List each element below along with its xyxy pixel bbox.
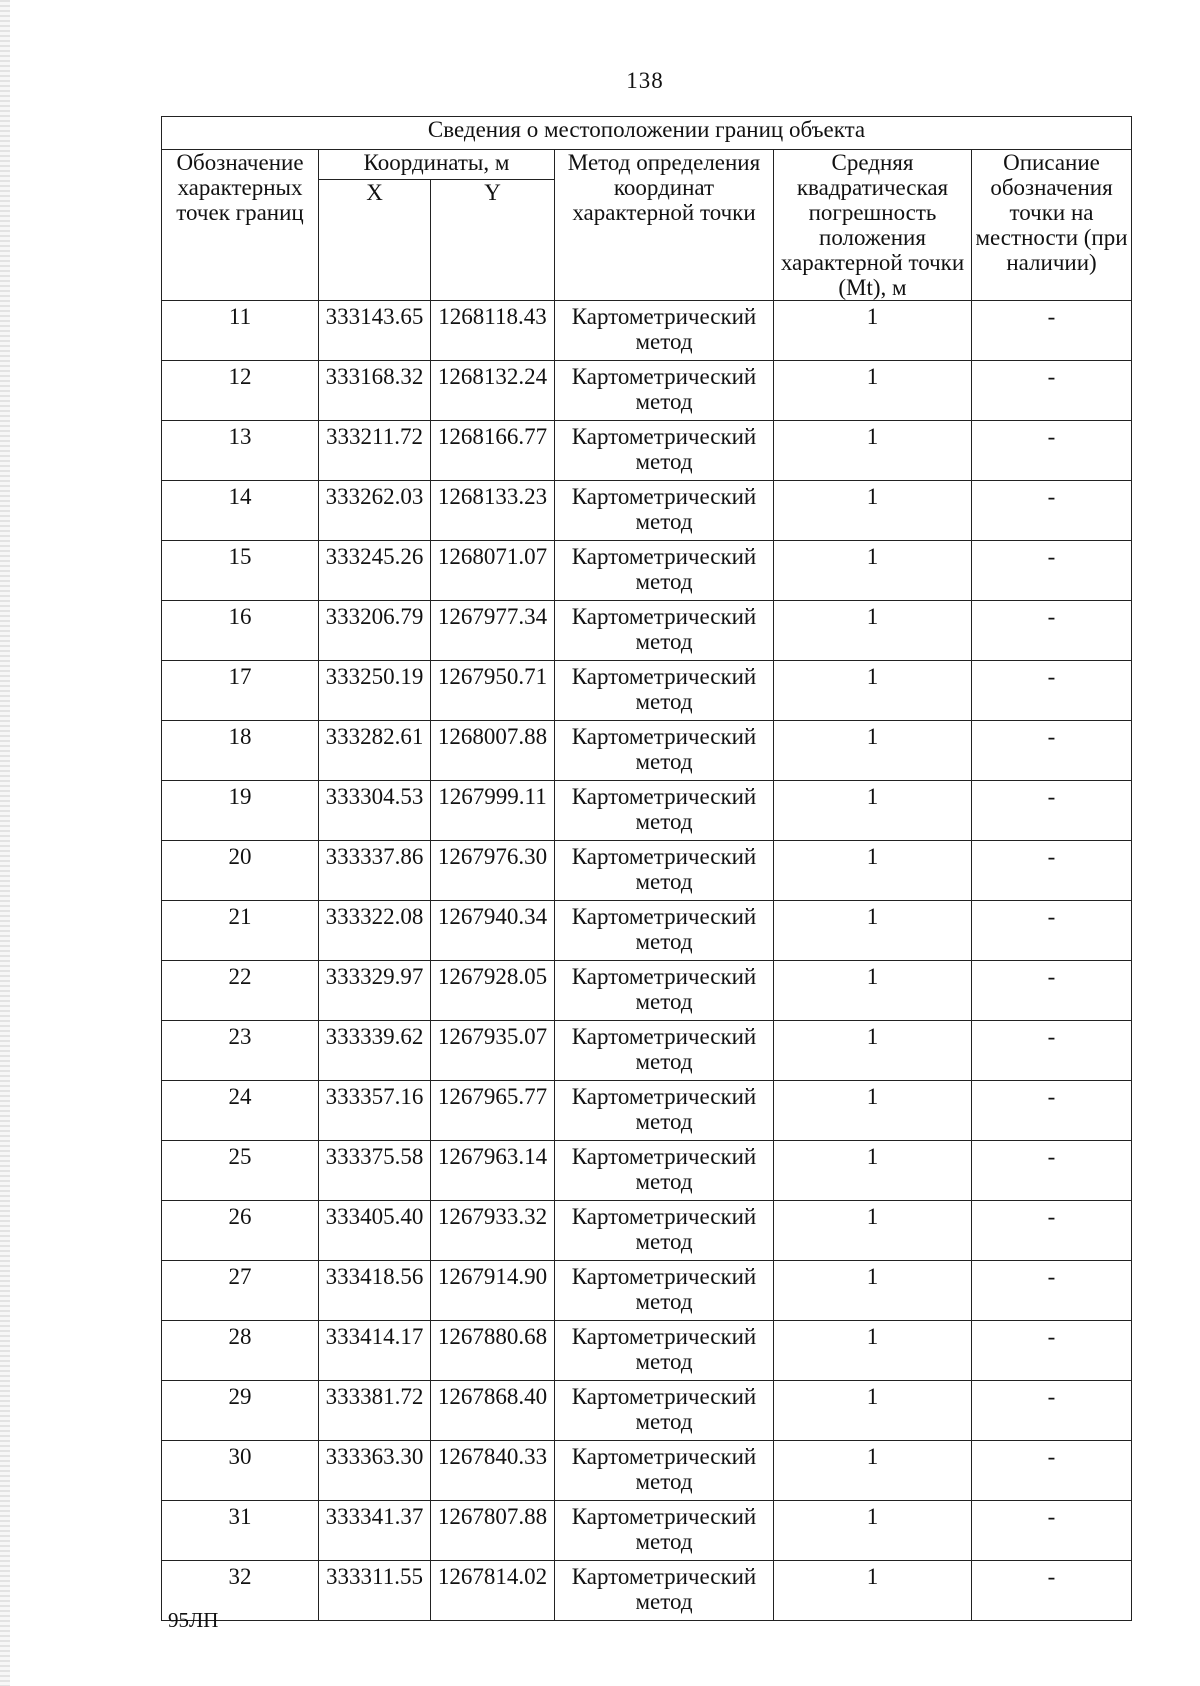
description-cell: - — [972, 1141, 1132, 1201]
method-cell: Картометрический метод — [555, 781, 774, 841]
table-row — [162, 361, 1132, 421]
coord-y-cell: 1267977.34 — [431, 601, 555, 661]
description-cell: - — [972, 781, 1132, 841]
header-x: X — [319, 180, 431, 301]
table-row — [162, 841, 1132, 901]
table-row — [162, 421, 1132, 481]
coord-x-cell: 333245.26 — [319, 541, 431, 601]
coord-x-cell: 333322.08 — [319, 901, 431, 961]
table-row — [162, 901, 1132, 961]
footer-code: 95ЛП — [168, 1608, 219, 1632]
point-id-cell: 13 — [162, 421, 319, 481]
table-row — [162, 1561, 1132, 1621]
error-cell: 1 — [774, 1081, 972, 1141]
description-cell: - — [972, 1441, 1132, 1501]
table-row — [162, 661, 1132, 721]
coord-y-cell: 1267928.05 — [431, 961, 555, 1021]
table-row — [162, 721, 1132, 781]
description-cell: - — [972, 661, 1132, 721]
coord-x-cell: 333418.56 — [319, 1261, 431, 1321]
description-cell: - — [972, 361, 1132, 421]
point-id-cell: 28 — [162, 1321, 319, 1381]
description-cell: - — [972, 1501, 1132, 1561]
coord-x-cell: 333211.72 — [319, 421, 431, 481]
description-cell: - — [972, 301, 1132, 361]
method-cell: Картометрический метод — [555, 1441, 774, 1501]
method-cell: Картометрический метод — [555, 841, 774, 901]
coord-y-cell: 1267999.11 — [431, 781, 555, 841]
coord-y-cell: 1267933.32 — [431, 1201, 555, 1261]
point-id-cell: 23 — [162, 1021, 319, 1081]
table-row — [162, 1141, 1132, 1201]
coord-x-cell: 333339.62 — [319, 1021, 431, 1081]
description-cell: - — [972, 1081, 1132, 1141]
table-row — [162, 961, 1132, 1021]
coord-x-cell: 333329.97 — [319, 961, 431, 1021]
coord-x-cell: 333341.37 — [319, 1501, 431, 1561]
description-cell: - — [972, 1321, 1132, 1381]
point-id-cell: 14 — [162, 481, 319, 541]
error-cell: 1 — [774, 721, 972, 781]
point-id-cell: 19 — [162, 781, 319, 841]
error-cell: 1 — [774, 781, 972, 841]
coord-y-cell: 1268071.07 — [431, 541, 555, 601]
point-id-cell: 24 — [162, 1081, 319, 1141]
table-row — [162, 481, 1132, 541]
coord-y-cell: 1267868.40 — [431, 1381, 555, 1441]
point-id-cell: 12 — [162, 361, 319, 421]
header-y: Y — [431, 180, 555, 301]
method-cell: Картометрический метод — [555, 721, 774, 781]
coord-y-cell: 1268133.23 — [431, 481, 555, 541]
description-cell: - — [972, 1561, 1132, 1621]
table-row — [162, 1201, 1132, 1261]
point-id-cell: 20 — [162, 841, 319, 901]
error-cell: 1 — [774, 1201, 972, 1261]
coord-x-cell: 333311.55 — [319, 1561, 431, 1621]
error-cell: 1 — [774, 901, 972, 961]
coord-y-cell: 1267880.68 — [431, 1321, 555, 1381]
scan-edge — [0, 0, 10, 1686]
point-id-cell: 29 — [162, 1381, 319, 1441]
description-cell: - — [972, 1021, 1132, 1081]
error-cell: 1 — [774, 541, 972, 601]
error-cell: 1 — [774, 481, 972, 541]
coord-x-cell: 333282.61 — [319, 721, 431, 781]
method-cell: Картометрический метод — [555, 961, 774, 1021]
point-id-cell: 26 — [162, 1201, 319, 1261]
error-cell: 1 — [774, 1021, 972, 1081]
coord-y-cell: 1268132.24 — [431, 361, 555, 421]
description-cell: - — [972, 961, 1132, 1021]
method-cell: Картометрический метод — [555, 361, 774, 421]
method-cell: Картометрический метод — [555, 1081, 774, 1141]
boundary-points-table — [161, 116, 1132, 1621]
coord-y-cell: 1267963.14 — [431, 1141, 555, 1201]
coord-x-cell: 333206.79 — [319, 601, 431, 661]
point-id-cell: 21 — [162, 901, 319, 961]
table-row — [162, 301, 1132, 361]
method-cell: Картометрический метод — [555, 301, 774, 361]
coord-y-cell: 1267807.88 — [431, 1501, 555, 1561]
coord-y-cell: 1267976.30 — [431, 841, 555, 901]
error-cell: 1 — [774, 1561, 972, 1621]
method-cell: Картометрический метод — [555, 1561, 774, 1621]
description-cell: - — [972, 721, 1132, 781]
method-cell: Картометрический метод — [555, 1321, 774, 1381]
method-cell: Картометрический метод — [555, 661, 774, 721]
description-cell: - — [972, 1381, 1132, 1441]
method-cell: Картометрический метод — [555, 1021, 774, 1081]
error-cell: 1 — [774, 301, 972, 361]
coord-y-cell: 1267914.90 — [431, 1261, 555, 1321]
point-id-cell: 11 — [162, 301, 319, 361]
point-id-cell: 30 — [162, 1441, 319, 1501]
table-row — [162, 1441, 1132, 1501]
table-row — [162, 1261, 1132, 1321]
description-cell: - — [972, 601, 1132, 661]
table-row — [162, 1501, 1132, 1561]
error-cell: 1 — [774, 1501, 972, 1561]
point-id-cell: 15 — [162, 541, 319, 601]
error-cell: 1 — [774, 1141, 972, 1201]
table-body — [162, 301, 1132, 1621]
error-cell: 1 — [774, 421, 972, 481]
method-cell: Картометрический метод — [555, 1381, 774, 1441]
description-cell: - — [972, 901, 1132, 961]
coord-x-cell: 333375.58 — [319, 1141, 431, 1201]
error-cell: 1 — [774, 361, 972, 421]
coord-y-cell: 1268118.43 — [431, 301, 555, 361]
coord-y-cell: 1267950.71 — [431, 661, 555, 721]
point-id-cell: 32 — [162, 1561, 319, 1621]
table-row — [162, 1321, 1132, 1381]
point-id-cell: 31 — [162, 1501, 319, 1561]
error-cell: 1 — [774, 961, 972, 1021]
error-cell: 1 — [774, 1381, 972, 1441]
coord-x-cell: 333304.53 — [319, 781, 431, 841]
point-id-cell: 16 — [162, 601, 319, 661]
table-caption: Сведения о местоположении границ объекта — [162, 117, 1132, 150]
table-row — [162, 781, 1132, 841]
coord-x-cell: 333262.03 — [319, 481, 431, 541]
coord-y-cell: 1267965.77 — [431, 1081, 555, 1141]
table-row — [162, 1081, 1132, 1141]
method-cell: Картометрический метод — [555, 901, 774, 961]
table-row — [162, 541, 1132, 601]
error-cell: 1 — [774, 1321, 972, 1381]
coord-x-cell: 333168.32 — [319, 361, 431, 421]
method-cell: Картометрический метод — [555, 421, 774, 481]
error-cell: 1 — [774, 1441, 972, 1501]
method-cell: Картометрический метод — [555, 541, 774, 601]
method-cell: Картометрический метод — [555, 1501, 774, 1561]
header-error: Средняя квадратическая погрешность положения характерной точки (Mt), м — [774, 150, 972, 301]
header-designation: Обозначение характерных точек границ — [162, 150, 319, 301]
description-cell: - — [972, 421, 1132, 481]
header-method: Метод определения координат характерной точки — [555, 150, 774, 301]
error-cell: 1 — [774, 1261, 972, 1321]
method-cell: Картометрический метод — [555, 601, 774, 661]
description-cell: - — [972, 1201, 1132, 1261]
header-description: Описание обозначения точки на местности (при наличии) — [972, 150, 1132, 301]
description-cell: - — [972, 841, 1132, 901]
header-coordinates: Координаты, м — [319, 150, 555, 180]
coord-y-cell: 1267814.02 — [431, 1561, 555, 1621]
error-cell: 1 — [774, 661, 972, 721]
description-cell: - — [972, 481, 1132, 541]
point-id-cell: 22 — [162, 961, 319, 1021]
point-id-cell: 25 — [162, 1141, 319, 1201]
coord-x-cell: 333381.72 — [319, 1381, 431, 1441]
table-row — [162, 1381, 1132, 1441]
description-cell: - — [972, 541, 1132, 601]
coord-x-cell: 333363.30 — [319, 1441, 431, 1501]
coord-y-cell: 1268166.77 — [431, 421, 555, 481]
table-row — [162, 1021, 1132, 1081]
method-cell: Картометрический метод — [555, 1141, 774, 1201]
method-cell: Картометрический метод — [555, 481, 774, 541]
coord-x-cell: 333337.86 — [319, 841, 431, 901]
error-cell: 1 — [774, 841, 972, 901]
page-number: 138 — [626, 68, 664, 93]
coord-x-cell: 333250.19 — [319, 661, 431, 721]
method-cell: Картометрический метод — [555, 1201, 774, 1261]
description-cell: - — [972, 1261, 1132, 1321]
table-row — [162, 601, 1132, 661]
coord-x-cell: 333357.16 — [319, 1081, 431, 1141]
coord-y-cell: 1267840.33 — [431, 1441, 555, 1501]
coord-y-cell: 1267940.34 — [431, 901, 555, 961]
coord-x-cell: 333405.40 — [319, 1201, 431, 1261]
point-id-cell: 18 — [162, 721, 319, 781]
error-cell: 1 — [774, 601, 972, 661]
point-id-cell: 27 — [162, 1261, 319, 1321]
coord-y-cell: 1268007.88 — [431, 721, 555, 781]
method-cell: Картометрический метод — [555, 1261, 774, 1321]
coord-x-cell: 333143.65 — [319, 301, 431, 361]
coord-y-cell: 1267935.07 — [431, 1021, 555, 1081]
coord-x-cell: 333414.17 — [319, 1321, 431, 1381]
point-id-cell: 17 — [162, 661, 319, 721]
